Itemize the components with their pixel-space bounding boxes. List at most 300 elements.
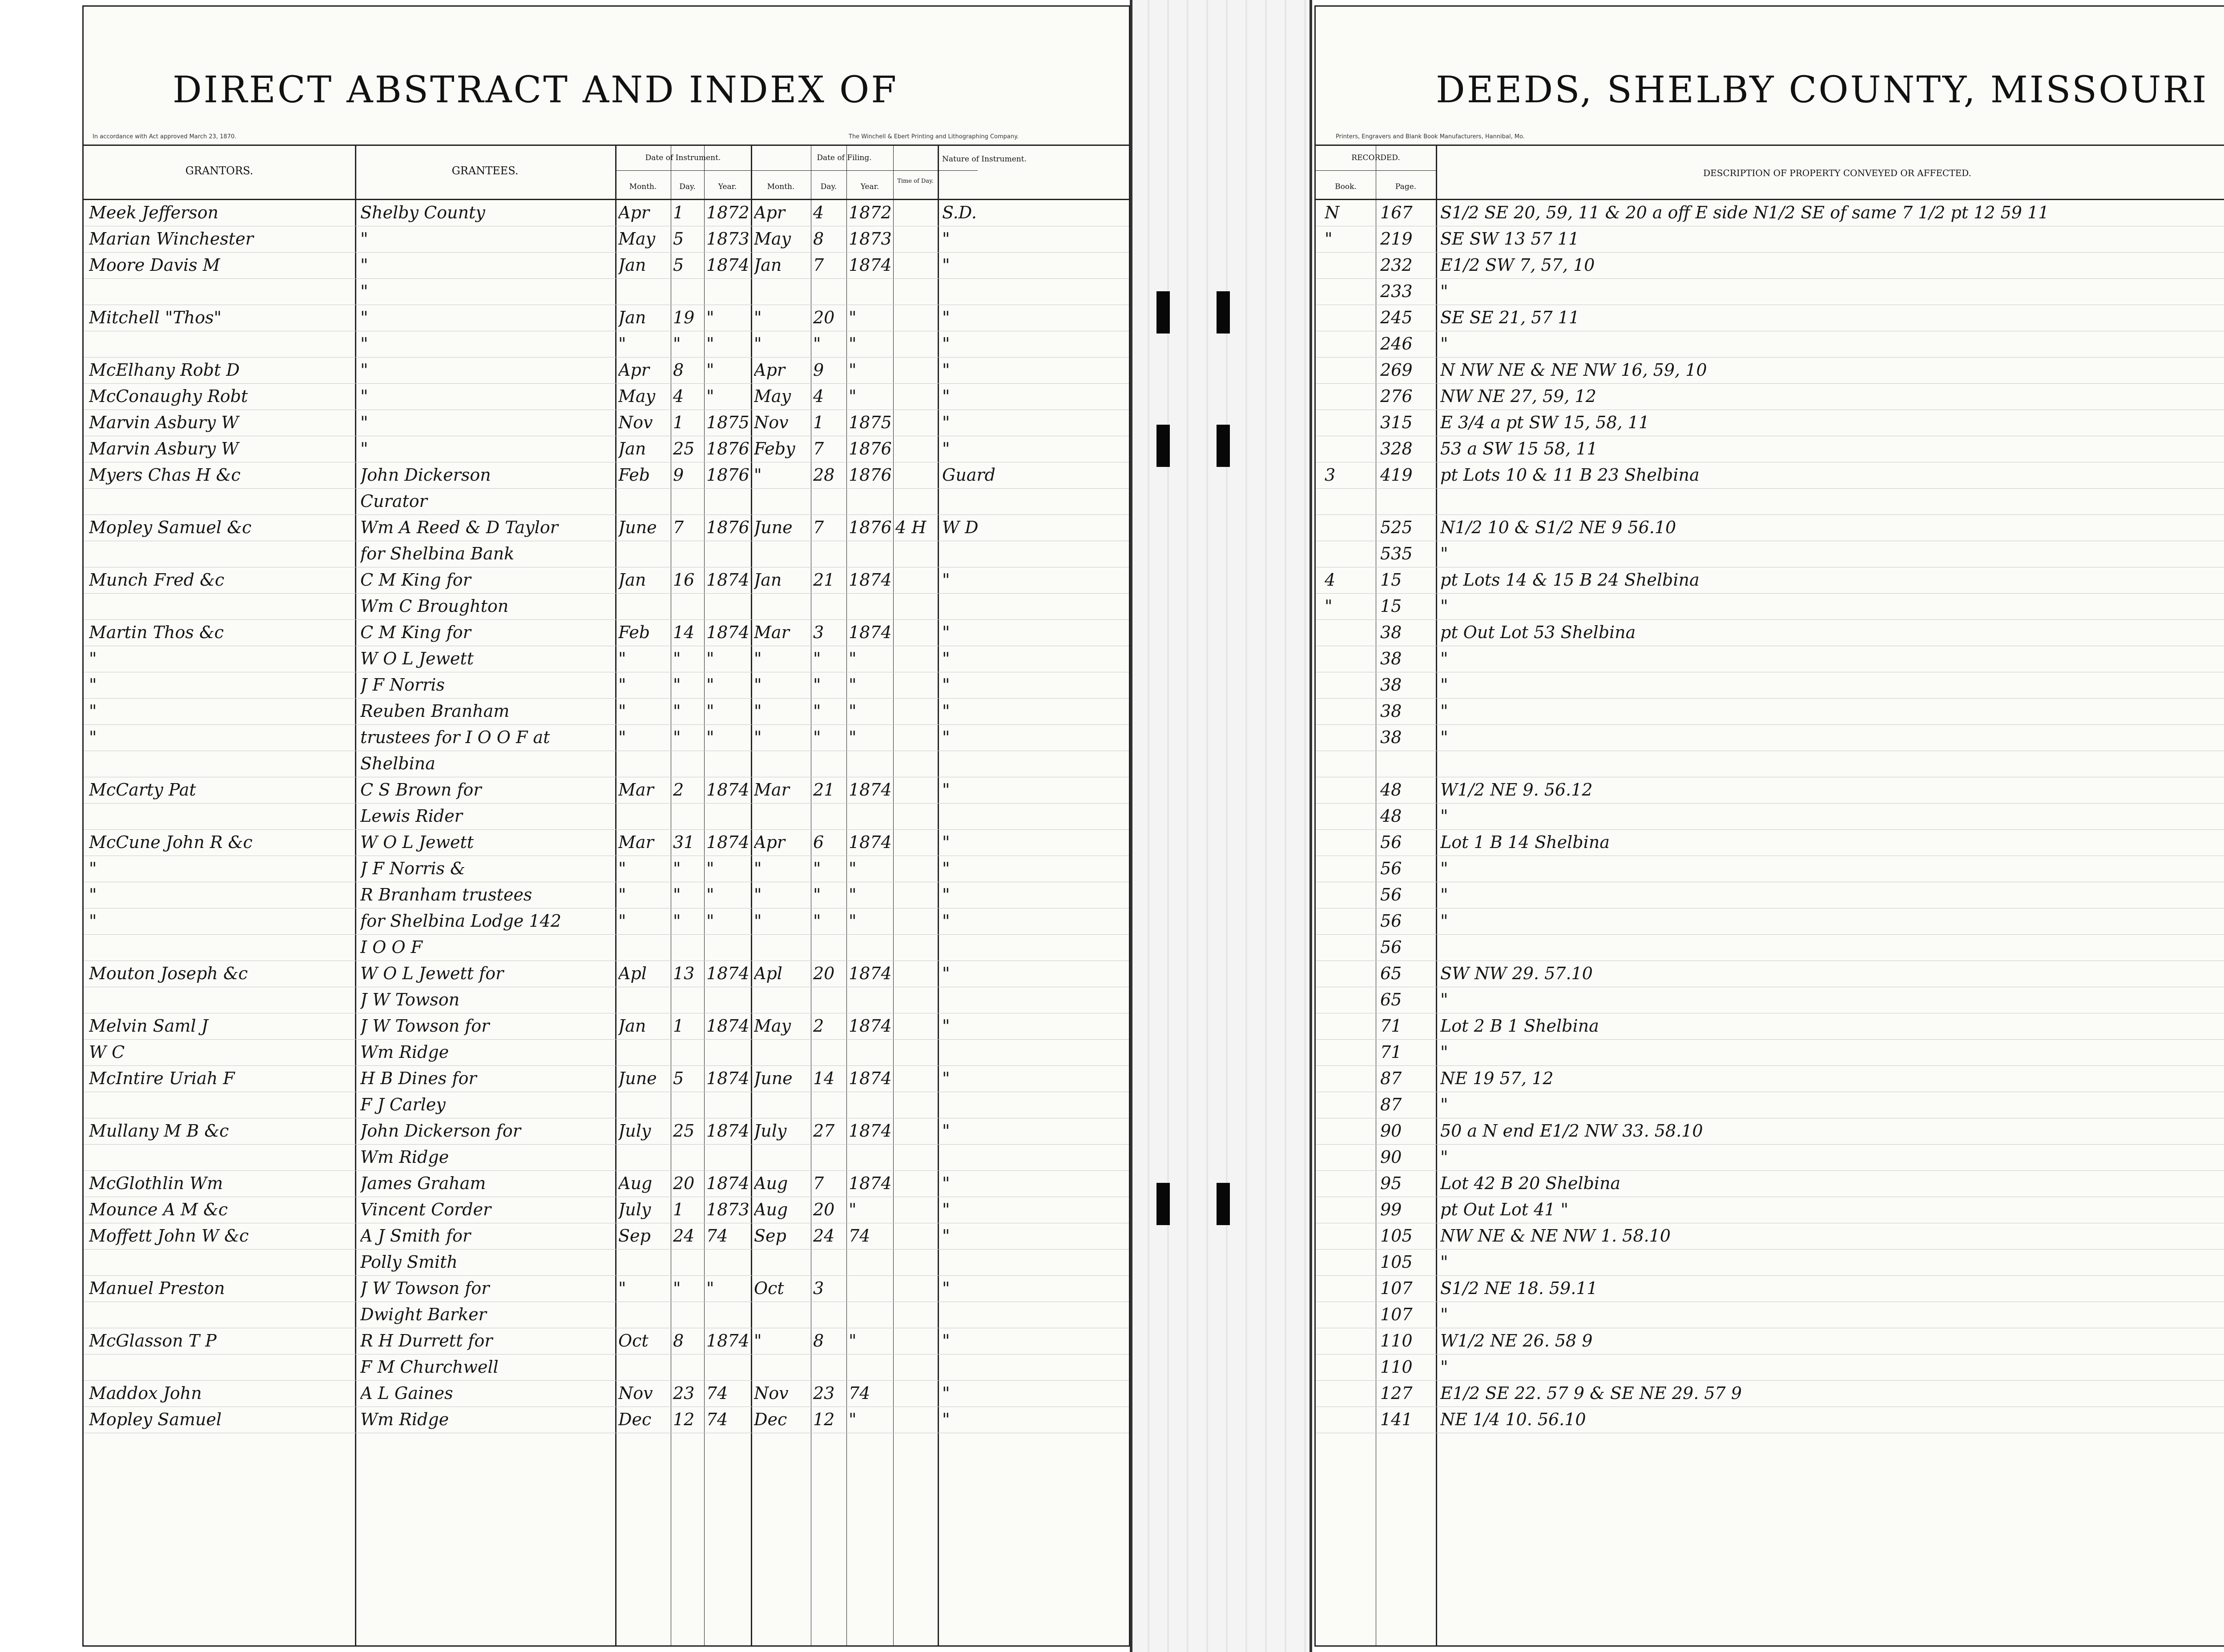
nature-cell: " <box>942 1174 950 1193</box>
description-cell: " <box>1440 675 1448 695</box>
nature-cell: " <box>942 360 950 380</box>
description-cell: " <box>1440 1252 1448 1272</box>
ledger-row <box>84 515 1129 541</box>
grantor-cell: " <box>89 701 97 721</box>
description-cell: NE 19 57, 12 <box>1440 1069 1554 1088</box>
ledger-row <box>1316 226 2224 253</box>
filing-day-cell: 8 <box>813 1331 824 1351</box>
instrument-year-cell: " <box>706 1278 714 1298</box>
filing-year-cell: 1876 <box>849 439 892 458</box>
grantee-cell: John Dickerson for <box>360 1121 521 1141</box>
nature-cell: " <box>942 964 950 983</box>
page-cell: 15 <box>1380 596 1402 616</box>
ledger-row <box>1316 305 2224 331</box>
instrument-day-cell: 9 <box>673 465 684 485</box>
filing-day-cell: 3 <box>813 623 824 642</box>
grantees-header: GRANTEES. <box>451 165 519 177</box>
filing-day-cell: 21 <box>813 570 835 590</box>
ledger-row <box>84 620 1129 646</box>
filing-day-cell: 14 <box>813 1069 835 1088</box>
ledger-row <box>1316 1171 2224 1197</box>
nature-cell: " <box>942 832 950 852</box>
page-cell: 56 <box>1380 859 1402 878</box>
instrument-day-cell: " <box>673 859 681 878</box>
page-cell: 105 <box>1380 1226 1413 1246</box>
ledger-row <box>84 725 1129 751</box>
filing-year-cell: 74 <box>849 1226 870 1246</box>
instrument-year-cell: 74 <box>706 1226 728 1246</box>
grantor-grantee-rows <box>84 200 1129 1433</box>
grantee-cell: Lewis Rider <box>360 806 463 826</box>
ledger-row <box>1316 1302 2224 1328</box>
page-cell: 38 <box>1380 649 1402 668</box>
grantee-cell: A L Gaines <box>360 1383 453 1403</box>
filing-year-cell: 1876 <box>849 518 892 537</box>
nature-cell: " <box>942 413 950 432</box>
description-cell: " <box>1440 728 1448 747</box>
instrument-year-cell: " <box>706 885 714 904</box>
instrument-year-cell: " <box>706 360 714 380</box>
grantee-cell: J W Towson for <box>360 1016 490 1036</box>
instrument-day-cell: 20 <box>673 1174 695 1193</box>
filing-year-cell: 1874 <box>849 832 892 852</box>
description-cell: pt Lots 10 & 11 B 23 Shelbina <box>1440 465 1700 485</box>
nature-cell: " <box>942 1331 950 1351</box>
ledger-row <box>84 1092 1129 1118</box>
filing-year-cell: 1876 <box>849 465 892 485</box>
ledger-row <box>84 1118 1129 1145</box>
instrument-year-cell: 1873 <box>706 1200 749 1219</box>
description-cell: " <box>1440 806 1448 826</box>
instrument-year-cell: 1874 <box>706 1016 749 1036</box>
grantor-cell: Meek Jefferson <box>89 203 219 222</box>
filing-month-header: Month. <box>767 182 795 191</box>
instrument-day-cell: " <box>673 1278 681 1298</box>
instrument-year-cell: " <box>706 649 714 668</box>
description-cell: SE SE 21, 57 11 <box>1440 308 1579 327</box>
nature-cell: " <box>942 439 950 458</box>
page-cell: 38 <box>1380 623 1402 642</box>
description-cell: " <box>1440 1042 1448 1062</box>
description-cell: " <box>1440 544 1448 563</box>
filing-year-cell: 1872 <box>849 203 892 222</box>
description-cell: pt Out Lot 41 " <box>1440 1200 1569 1219</box>
ledger-row <box>84 384 1129 410</box>
instrument-year-cell: 1874 <box>706 570 749 590</box>
page-cell: 90 <box>1380 1147 1402 1167</box>
binding-hole <box>1156 1183 1170 1225</box>
description-cell: N1/2 10 & S1/2 NE 9 56.10 <box>1440 518 1676 537</box>
instrument-month-cell: Jan <box>618 1016 646 1036</box>
instrument-day-cell: 7 <box>673 518 684 537</box>
ledger-row <box>84 1250 1129 1276</box>
ledger-row <box>84 1066 1129 1092</box>
page-cell: 48 <box>1380 780 1402 800</box>
ledger-row <box>84 856 1129 882</box>
page-cell: 56 <box>1380 885 1402 904</box>
filing-year-cell: " <box>849 728 857 747</box>
instrument-year-cell: " <box>706 911 714 931</box>
grantor-cell: Maddox John <box>89 1383 202 1403</box>
filing-month-cell: " <box>754 701 762 721</box>
page-cell: 419 <box>1380 465 1413 485</box>
filing-day-cell: 8 <box>813 229 824 249</box>
ledger-row <box>84 830 1129 856</box>
grantor-cell: McIntire Uriah F <box>89 1069 235 1088</box>
filing-day-cell: " <box>813 334 821 354</box>
filing-day-cell: 20 <box>813 1200 835 1219</box>
instrument-month-cell: " <box>618 728 626 747</box>
description-cell: " <box>1440 1147 1448 1167</box>
right-page-title: DEEDS, SHELBY COUNTY, MISSOURI <box>1436 69 2208 111</box>
description-cell: SW NW 29. 57.10 <box>1440 964 1593 983</box>
ledger-row <box>84 1328 1129 1355</box>
page-cell: 71 <box>1380 1016 1402 1036</box>
ledger-row <box>84 305 1129 331</box>
instrument-day-cell: 2 <box>673 780 684 800</box>
filing-month-cell: Jan <box>754 570 782 590</box>
grantor-cell: " <box>89 859 97 878</box>
nature-cell: " <box>942 623 950 642</box>
instrument-day-cell: 31 <box>673 832 695 852</box>
ledger-row <box>84 1040 1129 1066</box>
instrument-month-cell: Jan <box>618 439 646 458</box>
ledger-row <box>1316 777 2224 804</box>
grantee-cell: Shelby County <box>360 203 485 222</box>
filing-day-cell: 4 <box>813 203 824 222</box>
filing-year-cell: " <box>849 360 857 380</box>
page-cell: 65 <box>1380 990 1402 1009</box>
filing-month-cell: July <box>754 1121 787 1141</box>
instrument-month-cell: " <box>618 675 626 695</box>
grantee-cell: W O L Jewett for <box>360 964 504 983</box>
page-cell: 232 <box>1380 255 1413 275</box>
instrument-day-cell: 5 <box>673 255 684 275</box>
grantor-cell: " <box>89 675 97 695</box>
ledger-row <box>84 279 1129 305</box>
instrument-year-cell: 1874 <box>706 1121 749 1141</box>
filing-day-cell: " <box>813 728 821 747</box>
instrument-month-cell: " <box>618 859 626 878</box>
instrument-month-cell: Oct <box>618 1331 649 1351</box>
grantee-cell: F M Churchwell <box>360 1357 499 1377</box>
instrument-month-cell: Mar <box>618 832 654 852</box>
instrument-month-cell: Apr <box>618 203 649 222</box>
grantee-cell: Wm Ridge <box>360 1410 449 1429</box>
instrument-day-cell: 25 <box>673 439 695 458</box>
property-description-rows <box>1316 200 2224 1433</box>
description-header: DESCRIPTION OF PROPERTY CONVEYED OR AFFECTED. <box>1703 168 1971 178</box>
nature-cell: " <box>942 229 950 249</box>
instrument-day-cell: 23 <box>673 1383 695 1403</box>
filing-day-cell: 21 <box>813 780 835 800</box>
instrument-day-cell: 1 <box>673 1200 684 1219</box>
grantor-cell: McGlasson T P <box>89 1331 217 1351</box>
nature-cell: " <box>942 649 950 668</box>
instrument-day-cell: 25 <box>673 1121 695 1141</box>
instrument-day-cell: 24 <box>673 1226 695 1246</box>
nature-cell: S.D. <box>942 203 977 222</box>
ledger-row <box>1316 1381 2224 1407</box>
filing-day-cell: 7 <box>813 1174 824 1193</box>
instrument-year-cell: 1874 <box>706 964 749 983</box>
ledger-row <box>1316 253 2224 279</box>
instrument-year-cell: 74 <box>706 1383 728 1403</box>
filing-year-cell: 1874 <box>849 255 892 275</box>
ledger-row <box>1316 1223 2224 1250</box>
instrument-month-cell: " <box>618 649 626 668</box>
instrument-month-cell: Feb <box>618 465 650 485</box>
ledger-row <box>84 594 1129 620</box>
instrument-day-cell: 12 <box>673 1410 695 1429</box>
filing-month-cell: " <box>754 728 762 747</box>
page-cell: 110 <box>1380 1357 1413 1377</box>
filing-month-cell: May <box>754 386 791 406</box>
filing-day-cell: " <box>813 675 821 695</box>
filing-month-cell: Nov <box>754 1383 789 1403</box>
grantor-cell: Marvin Asbury W <box>89 439 239 458</box>
nature-cell: " <box>942 255 950 275</box>
left-ledger-page <box>82 5 1130 1647</box>
instrument-month-cell: July <box>618 1200 651 1219</box>
grantee-cell: Shelbina <box>360 754 435 773</box>
instrument-year-cell: " <box>706 386 714 406</box>
page-cell: 99 <box>1380 1200 1402 1219</box>
grantee-cell: A J Smith for <box>360 1226 471 1246</box>
nature-cell: " <box>942 1200 950 1219</box>
grantee-cell: " <box>360 334 368 354</box>
instrument-year-cell: 1874 <box>706 1174 749 1193</box>
filing-day-cell: " <box>813 649 821 668</box>
description-cell: " <box>1440 859 1448 878</box>
filing-day-cell: " <box>813 911 821 931</box>
page-cell: 246 <box>1380 334 1413 354</box>
filing-month-cell: " <box>754 308 762 327</box>
instrument-day-cell: 16 <box>673 570 695 590</box>
page-cell: 87 <box>1380 1069 1402 1088</box>
filing-month-cell: June <box>754 518 793 537</box>
book-cell: 4 <box>1325 570 1336 590</box>
grantee-cell: C M King for <box>360 623 471 642</box>
filing-month-cell: May <box>754 229 791 249</box>
filing-day-cell: 7 <box>813 518 824 537</box>
description-cell: Lot 1 B 14 Shelbina <box>1440 832 1610 852</box>
binding-hole <box>1217 291 1230 334</box>
grantor-cell: McCune John R &c <box>89 832 253 852</box>
nature-cell: " <box>942 1278 950 1298</box>
filing-year-cell: 1875 <box>849 413 892 432</box>
page-cell: 56 <box>1380 832 1402 852</box>
grantee-cell: R H Durrett for <box>360 1331 493 1351</box>
page-cell: 87 <box>1380 1095 1402 1114</box>
ledger-row <box>84 908 1129 935</box>
description-cell: NW NE 27, 59, 12 <box>1440 386 1596 406</box>
ledger-row <box>1316 1355 2224 1381</box>
filing-day-cell: 9 <box>813 360 824 380</box>
grantor-cell: " <box>89 911 97 931</box>
grantee-cell: John Dickerson <box>360 465 491 485</box>
filing-month-cell: " <box>754 465 762 485</box>
ledger-row <box>1316 1328 2224 1355</box>
instrument-month-cell: Apr <box>618 360 649 380</box>
grantee-cell: " <box>360 439 368 458</box>
grantor-cell: Melvin Saml J <box>89 1016 208 1036</box>
filing-year-cell: " <box>849 1200 857 1219</box>
page-cell: 15 <box>1380 570 1402 590</box>
ledger-row <box>1316 200 2224 226</box>
grantee-cell: Wm Ridge <box>360 1147 449 1167</box>
instrument-year-cell: 1876 <box>706 439 749 458</box>
description-cell: pt Lots 14 & 15 B 24 Shelbina <box>1440 570 1700 590</box>
ledger-row <box>1316 1407 2224 1433</box>
ledger-row <box>84 646 1129 672</box>
instrument-day-header: Day. <box>679 182 696 191</box>
description-cell: " <box>1440 649 1448 668</box>
ledger-row <box>84 935 1129 961</box>
filing-year-cell: " <box>849 885 857 904</box>
grantee-cell: " <box>360 281 368 301</box>
book-cell: " <box>1325 229 1333 249</box>
ledger-row <box>84 489 1129 515</box>
filing-year-cell: " <box>849 649 857 668</box>
grantor-cell: Mounce A M &c <box>89 1200 228 1219</box>
filing-month-cell: Oct <box>754 1278 784 1298</box>
nature-cell: Guard <box>942 465 995 485</box>
nature-cell: " <box>942 859 950 878</box>
instrument-month-cell: Sep <box>618 1226 651 1246</box>
filing-year-cell: 1874 <box>849 1069 892 1088</box>
instrument-year-cell: " <box>706 701 714 721</box>
filing-year-cell: " <box>849 1331 857 1351</box>
filing-day-cell: " <box>813 885 821 904</box>
nature-cell: " <box>942 1383 950 1403</box>
ledger-row <box>84 804 1129 830</box>
instrument-month-cell: " <box>618 701 626 721</box>
filing-day-cell: 27 <box>813 1121 835 1141</box>
ledger-row <box>1316 1066 2224 1092</box>
filing-day-cell: 12 <box>813 1410 835 1429</box>
ledger-row <box>84 358 1129 384</box>
page-cell: 167 <box>1380 203 1413 222</box>
page-cell: 276 <box>1380 386 1413 406</box>
nature-cell: " <box>942 1069 950 1088</box>
grantee-cell: J W Towson for <box>360 1278 490 1298</box>
ledger-row <box>1316 1013 2224 1040</box>
grantee-cell: J F Norris & <box>360 859 465 878</box>
page-cell: 269 <box>1380 360 1413 380</box>
filing-day-cell: 1 <box>813 413 824 432</box>
instrument-month-cell: Nov <box>618 1383 653 1403</box>
page-cell: 90 <box>1380 1121 1402 1141</box>
filing-month-cell: " <box>754 859 762 878</box>
grantee-cell: Dwight Barker <box>360 1305 487 1324</box>
grantee-cell: C M King for <box>360 570 471 590</box>
ledger-row <box>84 1381 1129 1407</box>
nature-cell: " <box>942 570 950 590</box>
ledger-row <box>84 987 1129 1013</box>
page-cell: 95 <box>1380 1174 1402 1193</box>
description-cell: " <box>1440 885 1448 904</box>
grantee-cell: C S Brown for <box>360 780 482 800</box>
ledger-row <box>1316 882 2224 908</box>
ledger-row <box>1316 462 2224 489</box>
instrument-year-cell: 1872 <box>706 203 749 222</box>
instrument-year-cell: 1875 <box>706 413 749 432</box>
ledger-row <box>84 410 1129 436</box>
instrument-month-cell: Mar <box>618 780 654 800</box>
instrument-month-cell: Jan <box>618 570 646 590</box>
ledger-row <box>84 777 1129 804</box>
instrument-month-cell: June <box>618 1069 657 1088</box>
nature-cell: W D <box>942 518 979 537</box>
nature-cell: " <box>942 386 950 406</box>
filing-year-cell: 1874 <box>849 1174 892 1193</box>
instrument-day-cell: " <box>673 728 681 747</box>
instrument-year-cell: 74 <box>706 1410 728 1429</box>
book-cell: 3 <box>1325 465 1336 485</box>
ledger-row <box>1316 804 2224 830</box>
instrument-day-cell: " <box>673 334 681 354</box>
nature-cell: " <box>942 1121 950 1141</box>
filing-year-header: Year. <box>860 182 879 191</box>
ledger-row <box>84 226 1129 253</box>
date-of-instrument-header: Date of Instrument. <box>645 153 721 162</box>
description-cell: E 3/4 a pt SW 15, 58, 11 <box>1440 413 1650 432</box>
grantee-cell: for Shelbina Bank <box>360 544 515 563</box>
page-cell: 65 <box>1380 964 1402 983</box>
nature-of-instrument-header: Nature of Instrument. <box>942 155 1027 164</box>
ledger-row <box>1316 751 2224 777</box>
binding-hole <box>1156 425 1170 467</box>
grantor-cell: Marvin Asbury W <box>89 413 239 432</box>
ledger-row <box>84 331 1129 358</box>
filing-month-cell: June <box>754 1069 793 1088</box>
filing-month-cell: Mar <box>754 623 790 642</box>
instrument-day-cell: 13 <box>673 964 695 983</box>
ledger-row <box>84 751 1129 777</box>
description-cell: NW NE & NE NW 1. 58.10 <box>1440 1226 1671 1246</box>
date-of-filing-header: Date of Filing. <box>817 153 872 162</box>
description-cell: E1/2 SE 22. 57 9 & SE NE 29. 57 9 <box>1440 1383 1742 1403</box>
ledger-row <box>84 1223 1129 1250</box>
nature-cell: " <box>942 334 950 354</box>
description-cell: SE SW 13 57 11 <box>1440 229 1579 249</box>
left-page-title: DIRECT ABSTRACT AND INDEX OF <box>173 69 898 111</box>
filing-month-cell: " <box>754 675 762 695</box>
ledger-row <box>1316 935 2224 961</box>
description-cell: E1/2 SW 7, 57, 10 <box>1440 255 1595 275</box>
filing-year-cell: " <box>849 386 857 406</box>
page-cell: 56 <box>1380 937 1402 957</box>
filing-month-cell: Jan <box>754 255 782 275</box>
ledger-row <box>1316 1092 2224 1118</box>
page-cell: 38 <box>1380 728 1402 747</box>
instrument-month-cell: Feb <box>618 623 650 642</box>
grantee-cell: H B Dines for <box>360 1069 477 1088</box>
page-cell: 107 <box>1380 1305 1413 1324</box>
right-ledger-page <box>1314 5 2224 1647</box>
ledger-row <box>1316 1040 2224 1066</box>
instrument-year-cell: 1876 <box>706 465 749 485</box>
instrument-month-cell: May <box>618 386 656 406</box>
filing-day-cell: 3 <box>813 1278 824 1298</box>
instrument-day-cell: " <box>673 885 681 904</box>
description-cell: " <box>1440 911 1448 931</box>
instrument-year-cell: 1874 <box>706 255 749 275</box>
instrument-day-cell: 1 <box>673 413 684 432</box>
filing-year-cell: 1874 <box>849 1121 892 1141</box>
filing-year-cell: 74 <box>849 1383 870 1403</box>
